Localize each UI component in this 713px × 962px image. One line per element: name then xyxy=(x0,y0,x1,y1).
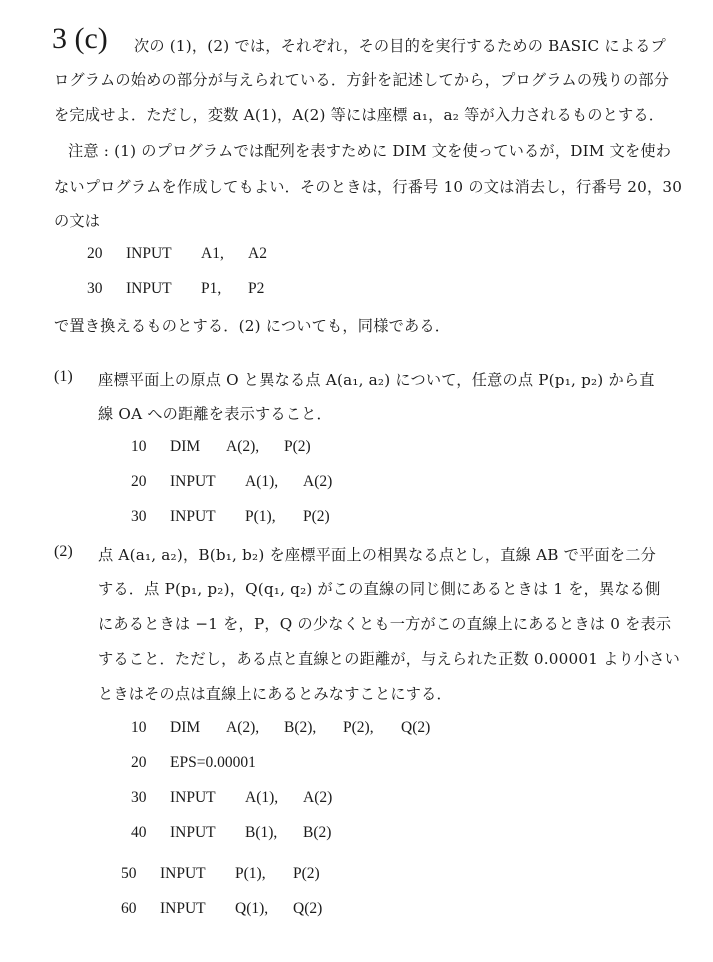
code-arg: Q(2) xyxy=(293,900,323,917)
sub1-label: (1) xyxy=(54,368,73,385)
code-statement: INPUT xyxy=(170,824,216,841)
sub1-line-2: 線 OA への距離を表示すること． xyxy=(98,405,332,423)
code-arg: A(2), xyxy=(226,438,260,455)
code-arg: P(1), xyxy=(245,508,276,525)
code-arg: Q(1), xyxy=(235,900,269,917)
note-end: で置き換えるものとする．(2) についても，同様である． xyxy=(54,317,451,335)
code-line-number: 20 xyxy=(131,473,147,490)
code-statement: INPUT xyxy=(160,865,206,882)
intro-line-1: 次の (1)，(2) では，それぞれ，その目的を実行するための BASIC によるプ xyxy=(134,37,666,55)
code-arg: A(1), xyxy=(245,473,279,490)
code-statement: DIM xyxy=(170,719,201,736)
code-arg: P2 xyxy=(248,280,265,297)
code-statement: INPUT xyxy=(170,789,216,806)
code-statement: INPUT xyxy=(126,245,172,262)
code-arg: B(2), xyxy=(284,719,317,736)
problem-number: 3 (c) xyxy=(52,22,108,55)
code-arg: B(2) xyxy=(303,824,332,841)
sub2-line-1: 点 A(a₁, a₂)，B(b₁, b₂) を座標平面上の相異なる点とし，直線 AB で平面を二分 xyxy=(98,546,656,564)
code-statement: INPUT xyxy=(126,280,172,297)
code-arg: B(1), xyxy=(245,824,278,841)
code-line-number: 20 xyxy=(131,754,147,771)
code-statement: INPUT xyxy=(160,900,206,917)
sub2-line-3: にあるときは −1 を，P，Q の少なくとも一方がこの直線上にあるときは 0 を表示 xyxy=(98,615,672,633)
code-line-number: 60 xyxy=(121,900,137,917)
note-line-3: の文は xyxy=(54,212,101,230)
code-statement: INPUT xyxy=(170,508,216,525)
code-arg: A(2), xyxy=(226,719,260,736)
code-arg: P(2) xyxy=(293,865,320,882)
code-arg: A2 xyxy=(248,245,267,262)
code-line-number: 30 xyxy=(87,280,103,297)
intro-line-3: を完成せよ．ただし，変数 A(1)，A(2) 等には座標 a₁，a₂ 等が入力されるものとする． xyxy=(54,106,665,124)
code-arg: P(2), xyxy=(343,719,374,736)
sub2-line-5: ときはその点は直線上にあるとみなすことにする． xyxy=(98,685,452,703)
code-line-number: 10 xyxy=(131,719,147,736)
code-statement: DIM xyxy=(170,438,201,455)
intro-line-2: ログラムの始めの部分が与えられている．方針を記述してから，プログラムの残りの部分 xyxy=(54,71,670,89)
code-statement: INPUT xyxy=(170,473,216,490)
note-line-2: ないプログラムを作成してもよい．そのときは，行番号 10 の文は消去し，行番号 20，30 xyxy=(54,178,683,196)
note-line-1: 注意 : (1) のプログラムでは配列を表すために DIM 文を使っているが，DIM 文を使わ xyxy=(68,142,672,160)
problem-part: (c) xyxy=(74,22,108,55)
code-line-number: 50 xyxy=(121,865,137,882)
code-line-number: 40 xyxy=(131,824,147,841)
code-arg: A(2) xyxy=(303,473,333,490)
code-arg: Q(2) xyxy=(401,719,431,736)
code-arg: P(1), xyxy=(235,865,266,882)
code-arg: P(2) xyxy=(303,508,330,525)
sub1-line-1: 座標平面上の原点 O と異なる点 A(a₁, a₂) について，任意の点 P(p₁, p₂) から直 xyxy=(98,371,655,389)
sub2-line-2: する．点 P(p₁, p₂)，Q(q₁, q₂) がこの直線の同じ側にあるときは 1 を，異なる側 xyxy=(98,580,661,598)
code-line-number: 30 xyxy=(131,508,147,525)
code-statement: EPS=0.00001 xyxy=(170,754,256,771)
code-arg: A(1), xyxy=(245,789,279,806)
code-arg: P1, xyxy=(201,280,222,297)
code-arg: P(2) xyxy=(284,438,311,455)
code-arg: A(2) xyxy=(303,789,333,806)
code-line-number: 20 xyxy=(87,245,103,262)
sub2-line-4: すること．ただし，ある点と直線との距離が，与えられた正数 0.00001 より小さい xyxy=(98,650,681,668)
code-line-number: 10 xyxy=(131,438,147,455)
code-line-number: 30 xyxy=(131,789,147,806)
code-arg: A1, xyxy=(201,245,224,262)
sub2-label: (2) xyxy=(54,543,73,560)
